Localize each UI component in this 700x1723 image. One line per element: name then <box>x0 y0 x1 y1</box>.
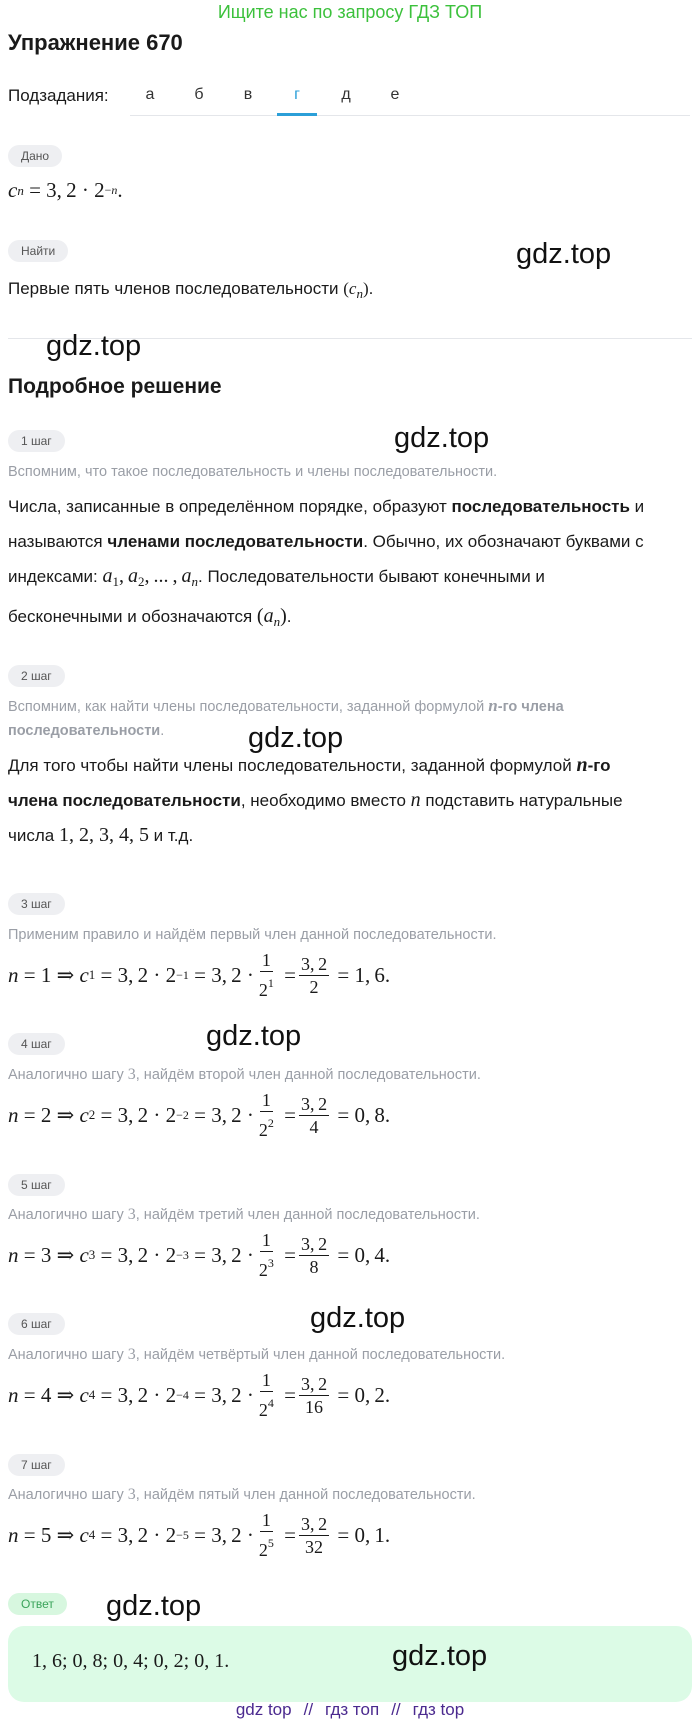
tab-v[interactable]: в <box>243 86 253 103</box>
step-3-label: 3 шаг <box>8 893 65 915</box>
watermark: gdz.top <box>248 722 344 754</box>
tab-g[interactable]: г <box>294 86 300 103</box>
step-7-label: 7 шаг <box>8 1454 65 1476</box>
watermark: gdz.top <box>394 422 490 454</box>
find-text: Первые пять членов последовательности $(c_n)$. <box>8 279 374 301</box>
step-4-label: 4 шаг <box>8 1033 65 1055</box>
find-label: Найти <box>8 240 68 262</box>
step-2-text: Для того чтобы найти члены последовательности, заданной формулой n-го члена последовательности, необходимо вместо n подставить натуральные числа 1, 2, 3, 4, 5 и т.д. <box>8 754 623 846</box>
step-1-label: 1 шаг <box>8 430 65 452</box>
footer-links <box>0 1700 700 1720</box>
solution-title: Подробное решение <box>8 375 222 398</box>
step-5-hint: Аналогично шагу 3, найдём третий член данной последовательности. <box>8 1206 480 1223</box>
step-3-hint: Применим правило и найдём первый член данной последовательности. <box>8 927 497 943</box>
search-banner[interactable]: Ищите нас по запросу ГДЗ ТОП <box>217 2 483 22</box>
footer-link[interactable]: гдз top <box>412 1700 465 1719</box>
footer-link[interactable]: gdz top <box>235 1700 292 1719</box>
step-7-hint: Аналогично шагу 3, найдём пятый член данной последовательности. <box>8 1486 476 1503</box>
step-6-formula: n = 4 ⇒ c 4 = 3, 2 · 2 −4 = 3, 2 · $\frac{1}{2^4}$ = $\frac{3, 2}{16}$ = 0, 2. <box>8 1370 391 1420</box>
step-3-formula: n = 1 ⇒ c 1 = 3, 2 · 2 −1 = 3, 2 · $\frac{1}{2^1}$ = $\frac{3, 2}{2}$ = 1, 6. <box>8 950 391 1000</box>
step-1-text: Числа, записанные в определённом порядке, образуют последовательность и называются членами последовательности. Обычно, их обозначают буквами с индексами: $a_1$, $a_2$, ... , $a_n$. Последовательности бывают конечными и бесконечными и обозначаются $(a_n)$. <box>8 497 645 629</box>
active-tab-indicator <box>277 113 317 116</box>
step-5-label: 5 шаг <box>8 1174 65 1196</box>
subtasks-label: Подзадания: <box>8 86 109 105</box>
step-7-formula: n = 5 ⇒ c 4 = 3, 2 · 2 −5 = 3, 2 · $\frac{1}{2^5}$ = $\frac{3, 2}{32}$ = 0, 1. <box>8 1510 391 1560</box>
step-2-label: 2 шаг <box>8 665 65 687</box>
subtasks-bar <box>8 82 690 116</box>
footer-link[interactable]: гдз топ <box>325 1700 380 1719</box>
step-2-hint: Вспомним, как найти члены последовательности, заданной формулой n-го члена последовательности. <box>8 696 564 739</box>
watermark: gdz.top <box>46 330 142 362</box>
watermark: gdz.top <box>310 1302 406 1334</box>
tab-b[interactable]: б <box>194 86 204 103</box>
given-label: Дано <box>8 145 62 167</box>
tab-d[interactable]: д <box>341 86 351 103</box>
answer-label: Ответ <box>8 1593 67 1615</box>
answer-box <box>8 1626 692 1702</box>
footer-separator: // <box>391 1700 401 1719</box>
page-title: Упражнение 670 <box>8 30 183 55</box>
tab-e[interactable]: е <box>390 86 400 103</box>
step-1-hint: Вспомним, что такое последовательность и члены последовательности. <box>8 464 498 480</box>
step-6-label: 6 шаг <box>8 1313 65 1335</box>
tab-a[interactable]: а <box>145 86 155 103</box>
watermark: gdz.top <box>392 1640 488 1672</box>
footer-separator: // <box>303 1700 314 1719</box>
watermark: gdz.top <box>206 1020 302 1052</box>
watermark: gdz.top <box>516 238 612 270</box>
watermark: gdz.top <box>106 1590 202 1622</box>
given-formula: c n = 3, 2 · 2 −n . <box>8 178 123 202</box>
step-4-formula: n = 2 ⇒ c 2 = 3, 2 · 2 −2 = 3, 2 · $\frac{1}{2^2}$ = $\frac{3, 2}{4}$ = 0, 8. <box>8 1090 391 1140</box>
subtask-tabs <box>130 82 690 116</box>
step-6-hint: Аналогично шагу 3, найдём четвёртый член данной последовательности. <box>8 1346 506 1363</box>
step-4-hint: Аналогично шагу 3, найдём второй член данной последовательности. <box>8 1066 481 1083</box>
step-5-formula: n = 3 ⇒ c 3 = 3, 2 · 2 −3 = 3, 2 · $\frac{1}{2^3}$ = $\frac{3, 2}{8}$ = 0, 4. <box>8 1230 391 1280</box>
answer-value: 1, 6; 0, 8; 0, 4; 0, 2; 0, 1. <box>32 1650 230 1672</box>
